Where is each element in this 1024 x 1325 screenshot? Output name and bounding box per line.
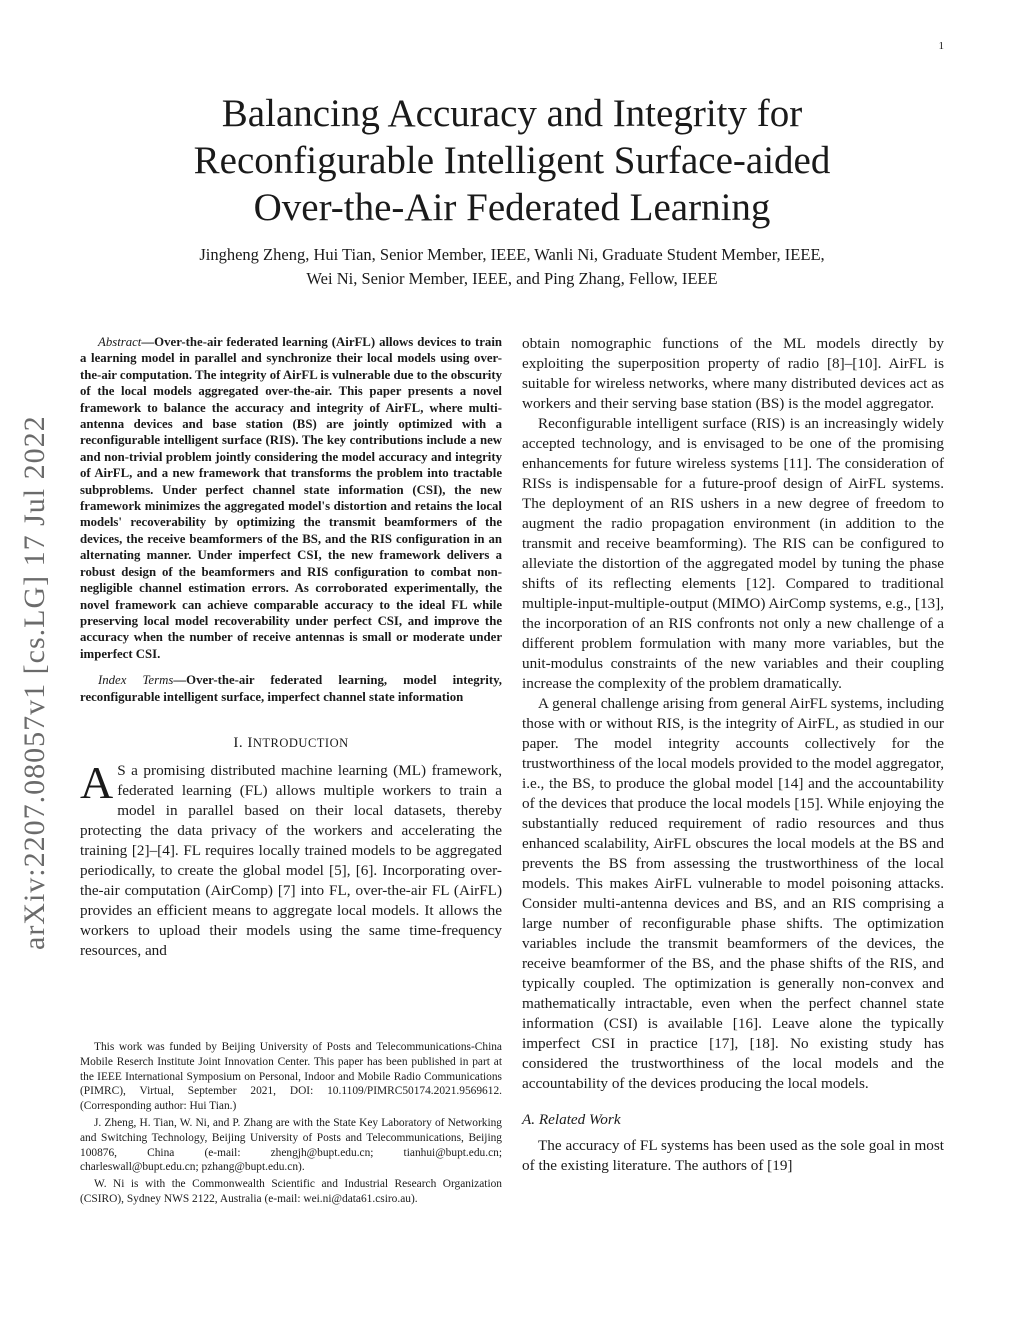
abstract-text: —Over-the-air federated learning (AirFL) allows devices to train a learning model in parallel and synchronize their local models using over-the-air computation. The integrity of AirFL is vulnerable due to the obscurity of the local models aggregated over-the-air. This paper presents a novel framework to balance the accuracy and integrity of AirFL, where multi-antenna devices and base station (BS) are jointly optimized with a reconfigurable intelligent surface (RIS). The key contributions include a new and non-trivial problem jointly considering the model accuracy and integrity of AirFL, and a new framework that transforms the problem into tractable subproblems. Under perfect channel state information (CSI), the new framework minimizes the aggregated model's distortion and retains the local models' recoverability by optimizing the transmit beamformers of the devices, the receive beamformers of the BS, and the RIS configuration in an alternating manner. Under imperfect CSI, the new framework delivers a robust design of the beamformers and RIS configuration to combat non-negligible channel estimation errors. As corroborated experimentally, the novel framework can achieve comparable accuracy to the ideal FL while preserving local model recoverability under perfect CSI, and improve the accuracy when the number of receive antennas is small or moderate under imperfect CSI. bbox=[80, 335, 502, 661]
paper-title bbox=[80, 90, 944, 231]
title-line: Balancing Accuracy and Integrity for bbox=[221, 92, 803, 135]
index-terms-text: —Over-the-air federated learning, model integrity, reconfigurable intelligent surface, imperfect channel state information bbox=[80, 673, 502, 704]
index-terms-label: Index Terms bbox=[98, 673, 174, 688]
footnote-funding: This work was funded by Beijing University of Posts and Telecommunications-China Mobile Reserch Institute Joint Innovation Center. This paper has been published in part at the IEEE International Symposium on Personal, Indoor and Mobile Radio Communications (PIMRC), Virtual, September 2021, DOI: 10.1109/PIMRC50174.2021.9569612. (Corresponding author: Hui Tian.) bbox=[80, 1041, 502, 1113]
paragraph: obtain nomographic functions of the ML models directly by exploiting the superposition property of radio [8]–[10]. AirFL is suitable for wireless networks, where many distributed devices act as workers and their serving base station (BS) is the model aggregator. bbox=[522, 335, 944, 412]
paragraph: The accuracy of FL systems has been used as the sole goal in most of the existing literature. The authors of [19] bbox=[522, 1137, 944, 1174]
section-title-rest: NTRODUCTION bbox=[252, 735, 349, 750]
left-column bbox=[80, 334, 502, 961]
title-line: Reconfigurable Intelligent Surface-aided bbox=[193, 139, 831, 182]
index-terms bbox=[80, 672, 502, 705]
title-line: Over-the-Air Federated Learning bbox=[253, 186, 771, 229]
authors-line: Wei Ni, Senior Member, IEEE, and Ping Zhang, Fellow, IEEE bbox=[306, 269, 718, 288]
arxiv-stamp: arXiv:2207.08057v1 [cs.LG] 17 Jul 2022 bbox=[18, 415, 51, 950]
paragraph: A general challenge arising from general AirFL systems, including those with or without RIS, is the integrity of AirFL, as studied in our paper. The model integrity accounts collectively for the trustworthiness of the local models provided to the model aggregator, i.e., the BS, to produce the global model [14] and the accountability of the devices that produce the local models [15]. While enjoying the substantially reduced requirement of radio resources and thus enhanced scalability, AirFL obscures the local models at the BS and prevents the BS from assessing the trustworthiness of the local models. This makes AirFL vulnerable to model poisoning attacks. Consider multi-antenna devices and BS, and an RIS comprising a large number of reconfigurable phase shifts. The optimization variables include the transmit beamformers of the devices, the receive beamformer of the BS, and the phase shifts of the RIS, and typically coupled. The optimization is generally non-convex and mathematically intractable, even when the perfect channel state information (CSI) is available [16]. Leave alone the typically imperfect CSI in practice [17], [18]. No existing study has considered the trustworthiness of the local models and the accountability of the devices producing the local models. bbox=[522, 695, 945, 1092]
paragraph: Reconfigurable intelligent surface (RIS) is an increasingly widely accepted technology, and is envisaged to be one of the promising enhancements for future wireless systems [11]. The consideration of RISs is indispensable for a future-proof design of AirFL systems. The deployment of an RIS ushers in a new degree of freedom to augment the radio propagation environment (in addition to the transmit and receive beamforming). The RIS can be configured to alleviate the distortion of the aggregated model by tuning the phase shifts of its reflecting elements [12]. Compared to traditional multiple-input-multiple-output (MIMO) AirComp systems, e.g., [13], the incorporation of an RIS confronts not only a new challenge of a different problem formulation with many more variables, but the unit-modulus constraints of the new variables and their coupling increase the complexity of the problem dramatically. bbox=[522, 415, 944, 692]
authors-line: Jingheng Zheng, Hui Tian, Senior Member, IEEE, Wanli Ni, Graduate Student Member, IEEE, bbox=[199, 245, 825, 264]
intro-text: S a promising distributed machine learning (ML) framework, federated learning (FL) allows multiple workers to train a model in parallel based on their local datasets, thereby protecting the data privacy of the workers and accelerating the training [2]–[4]. FL requires locally trained models to be aggregated periodically, to create the global model [5], [6]. Incorporating over-the-air computation (AirComp) [7] into FL, over-the-air FL (AirFL) provides an efficient means to aggregate local models. It allows the workers to upload their models using the same time-frequency resources, and bbox=[80, 761, 502, 959]
page-number: 1 bbox=[938, 40, 944, 52]
footnote-affiliation-bupt: J. Zheng, H. Tian, W. Ni, and P. Zhang are with the State Key Laboratory of Networking and Switching Technology, Beijing University of Posts and Telecommunications, Beijing 100876, China (e-mail: zhengjh@bupt.edu.cn; tianhui@bupt.edu.cn; charleswall@bupt.edu.cn; pzhang@bupt.edu.cn). bbox=[80, 1116, 502, 1174]
abstract-label: Abstract bbox=[98, 335, 142, 349]
abstract bbox=[80, 334, 502, 662]
section-number: I. bbox=[233, 734, 248, 751]
intro-paragraph bbox=[80, 756, 502, 961]
drop-cap: A bbox=[80, 756, 114, 808]
footnote-affiliation-csiro: W. Ni is with the Commonwealth Scientific and Industrial Research Organization (CSIRO), Sydney NWS 2122, Australia (e-mail: wei.ni@data61.csiro.au). bbox=[80, 1178, 502, 1205]
section-title-first: I bbox=[247, 734, 253, 751]
right-column bbox=[522, 334, 944, 1176]
author-list bbox=[80, 243, 944, 291]
subsection-heading: A. Related Work bbox=[522, 1111, 621, 1128]
section-heading-introduction bbox=[80, 733, 502, 753]
footnotes bbox=[80, 1040, 502, 1209]
